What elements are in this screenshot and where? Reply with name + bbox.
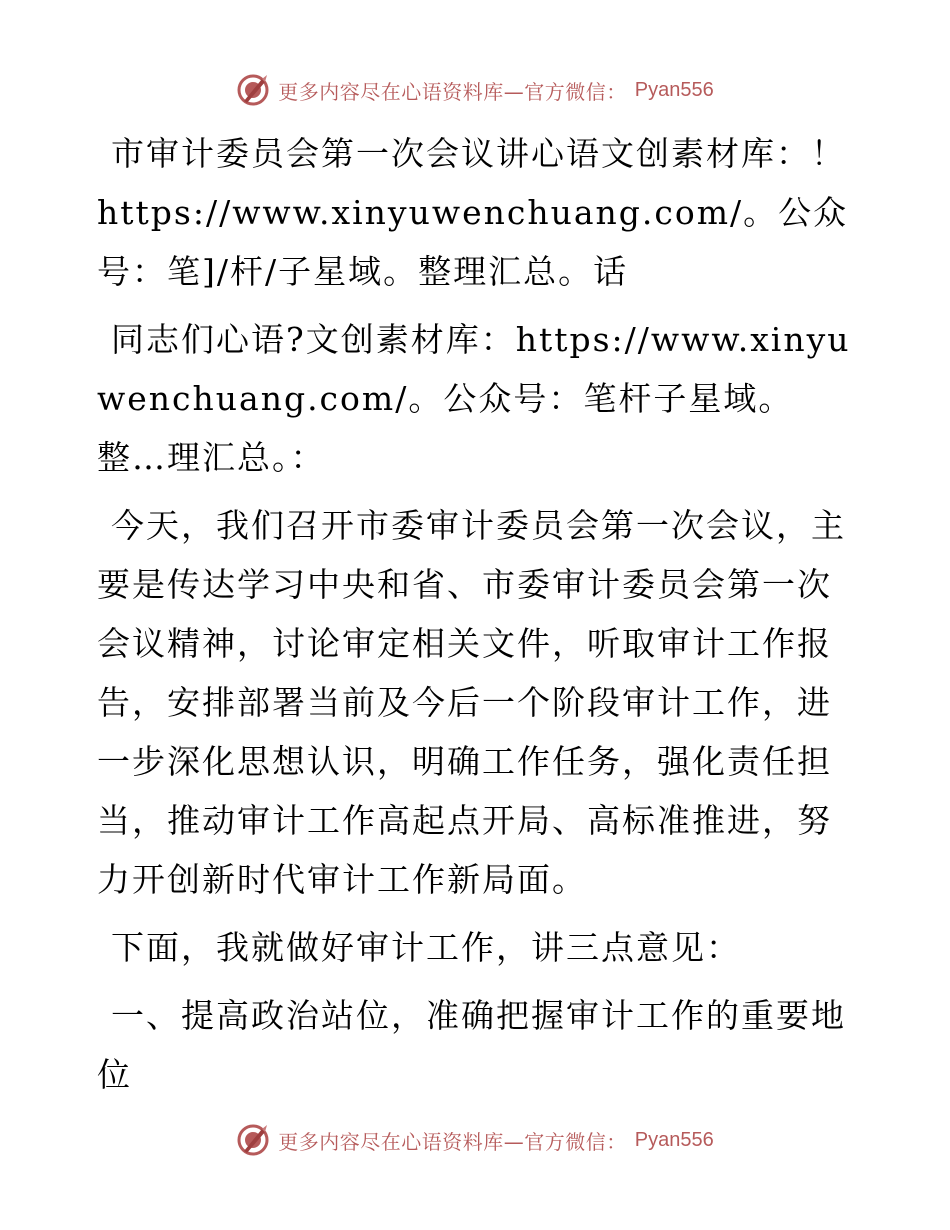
paragraph-2-text: 同志们心语?文创素材库：https://www.xinyuwenchuang.com/。公众号：笔杆子星域。整…理汇总。： (97, 320, 851, 477)
watermark-account: Pyan556 (634, 1128, 714, 1151)
feather-pen-seal-logo-icon (236, 73, 270, 107)
paragraph-2 (97, 310, 857, 487)
watermark-account: Pyan556 (634, 78, 714, 101)
watermark-text: 更多内容尽在心语资料库—官方微信： (278, 1129, 627, 1154)
document-body (97, 124, 857, 1113)
paragraph-3-text: 今天，我们召开市委审计委员会第一次会议，主要是传达学习中央和省、市委审计委员会第一次会议精神，讨论审定相关文件，听取审计工作报告，安排部署当前及今后一个阶段审计工作，进一步深化思想认识，明确工作任务，强化责任担当，推动审计工作高起点开局、高标准推进，努力开创新时代审计工作新局面。 (97, 506, 846, 899)
section-heading-1-text: 一、提高政治站位，准确把握审计工作的重要地位 (97, 996, 846, 1094)
paragraph-1-text: 市审计委员会第一次会议讲心语文创素材库：！https://www.xinyuwenchuang.com/。公众号：笔]/杆/子星域。整理汇总。话 (97, 134, 849, 291)
watermark-text: 更多内容尽在心语资料库—官方微信： (278, 79, 627, 104)
section-heading-1 (97, 986, 857, 1104)
feather-pen-seal-logo-icon (236, 1123, 270, 1157)
paragraph-1 (97, 124, 857, 301)
header-watermark (0, 70, 950, 110)
paragraph-4 (97, 918, 857, 977)
footer-watermark (0, 1120, 950, 1160)
paragraph-4-text: 下面，我就做好审计工作，讲三点意见： (111, 928, 741, 967)
paragraph-3 (97, 496, 857, 909)
